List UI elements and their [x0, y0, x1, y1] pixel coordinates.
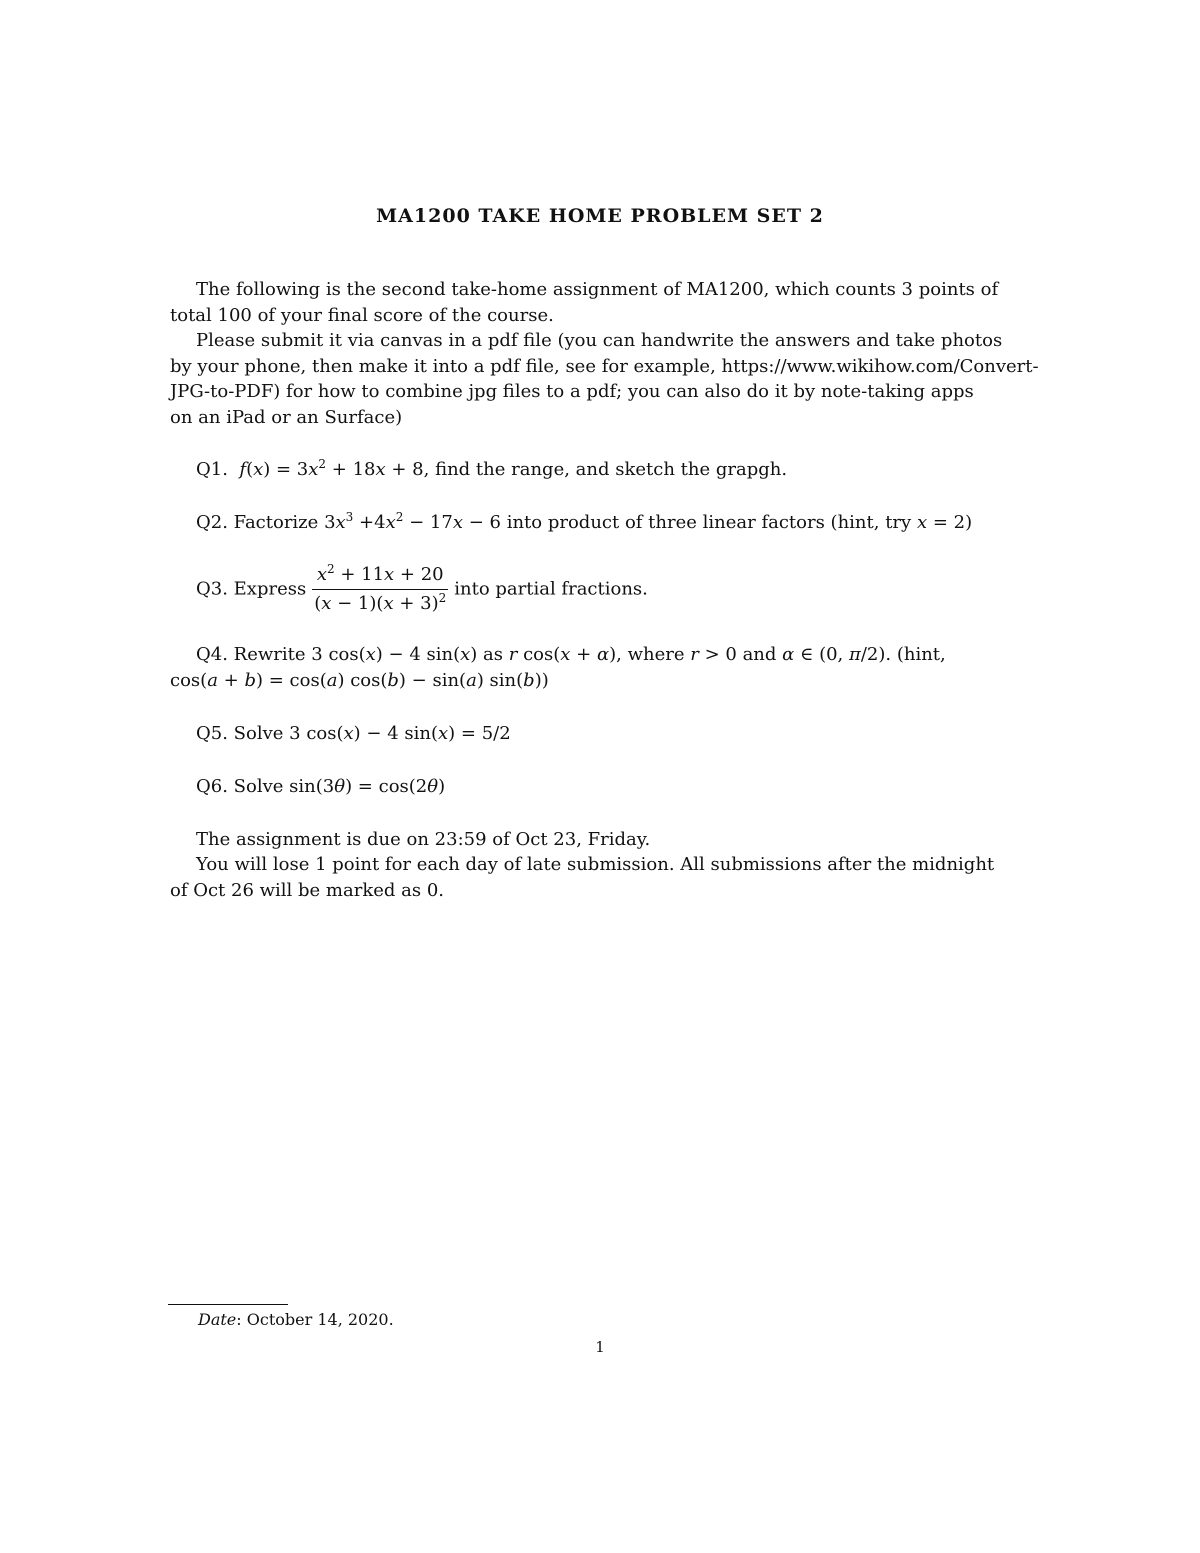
intro-line-2: total 100 of your final score of the course.: [170, 305, 554, 326]
question-6-prefix: Solve: [233, 776, 284, 797]
question-3-label: Q3.: [196, 578, 228, 600]
footnote: [198, 1310, 394, 1329]
question-4-as: as: [483, 644, 504, 665]
question-4-target-form: r cos(x + α): [508, 644, 617, 665]
page-number: 1: [595, 1338, 605, 1356]
question-4-condition-r: r > 0: [690, 644, 737, 665]
question-5: [196, 721, 511, 747]
fraction-numerator: $x^2 + 11x + 20$: [316, 562, 444, 585]
intro-line-3: Please submit it via canvas in a pdf file (you can handwrite the answers and take photos: [196, 330, 1003, 351]
question-3-prefix: Express: [233, 578, 307, 600]
intro-line-4: by your phone, then make it into a pdf file, see for example, https://www.wikihow.com/Convert-: [170, 356, 1039, 377]
question-5-prefix: Solve: [233, 723, 284, 744]
question-2: [196, 510, 972, 536]
closing-line-1: The assignment is due on 23:59 of Oct 23, Friday.: [196, 829, 651, 850]
footnote-rule: [168, 1304, 288, 1305]
question-4-hint: . (hint,: [885, 644, 946, 665]
question-2-polynomial: $3x^3 +4x^2 - 17x - 6$: [324, 510, 501, 533]
intro-line-5: JPG-to-PDF) for how to combine jpg files to a pdf; you can also do it by note-taking apps: [170, 381, 974, 402]
question-6-equation: sin(3θ) = cos(2θ): [289, 776, 446, 797]
footnote-label: Date: [198, 1310, 237, 1329]
question-3-suffix: into partial fractions.: [454, 578, 648, 600]
question-6-label: Q6.: [196, 776, 228, 797]
footnote-text: : October 14, 2020.: [236, 1310, 394, 1329]
closing-line-3: of Oct 26 will be marked as 0.: [170, 880, 445, 901]
question-4-identity: cos(a + b) = cos(a) cos(b) − sin(a) sin(b)): [170, 670, 549, 691]
question-2-suffix: into product of three linear factors (hint, try: [506, 512, 912, 533]
question-2-prefix: Factorize: [233, 512, 319, 533]
question-1-formula: f: [233, 459, 247, 480]
question-2-label: Q2.: [196, 512, 228, 533]
question-3-fraction: [312, 563, 448, 616]
question-5-equation: 3 cos(x) − 4 sin(x) = 5/2: [289, 723, 511, 744]
fraction-denominator: $(x - 1)(x + 3)^2$: [314, 591, 447, 614]
question-4-prefix: Rewrite: [233, 644, 306, 665]
question-4-where: , where: [616, 644, 685, 665]
question-4-label: Q4.: [196, 644, 228, 665]
question-1: Q1. $f(x) = 3x^2 + 18x + 8$, find the range, and sketch the grapgh.: [196, 457, 788, 480]
question-4-line-2: [170, 668, 549, 694]
question-2-hint-value: x = 2): [916, 512, 973, 533]
closing-line-2: You will lose 1 point for each day of late submission. All submissions after the midnight: [196, 854, 995, 875]
question-4-and: and: [742, 644, 777, 665]
page-title: MA1200 TAKE HOME PROBLEM SET 2: [376, 205, 824, 227]
intro-line-6: on an iPad or an Surface): [170, 407, 403, 428]
question-5-label: Q5.: [196, 723, 228, 744]
question-6: [196, 774, 445, 800]
question-1-text: , find the range, and sketch the grapgh.: [423, 459, 788, 480]
question-1-label: Q1.: [196, 459, 228, 480]
question-3: [196, 563, 648, 616]
intro-line-1: The following is the second take-home assignment of MA1200, which counts 3 points of: [196, 279, 999, 300]
question-4-condition-alpha: α ∈ (0, π/2): [782, 644, 886, 665]
question-4-expression: 3 cos(x) − 4 sin(x): [311, 644, 478, 665]
question-4-line-1: [196, 642, 946, 668]
